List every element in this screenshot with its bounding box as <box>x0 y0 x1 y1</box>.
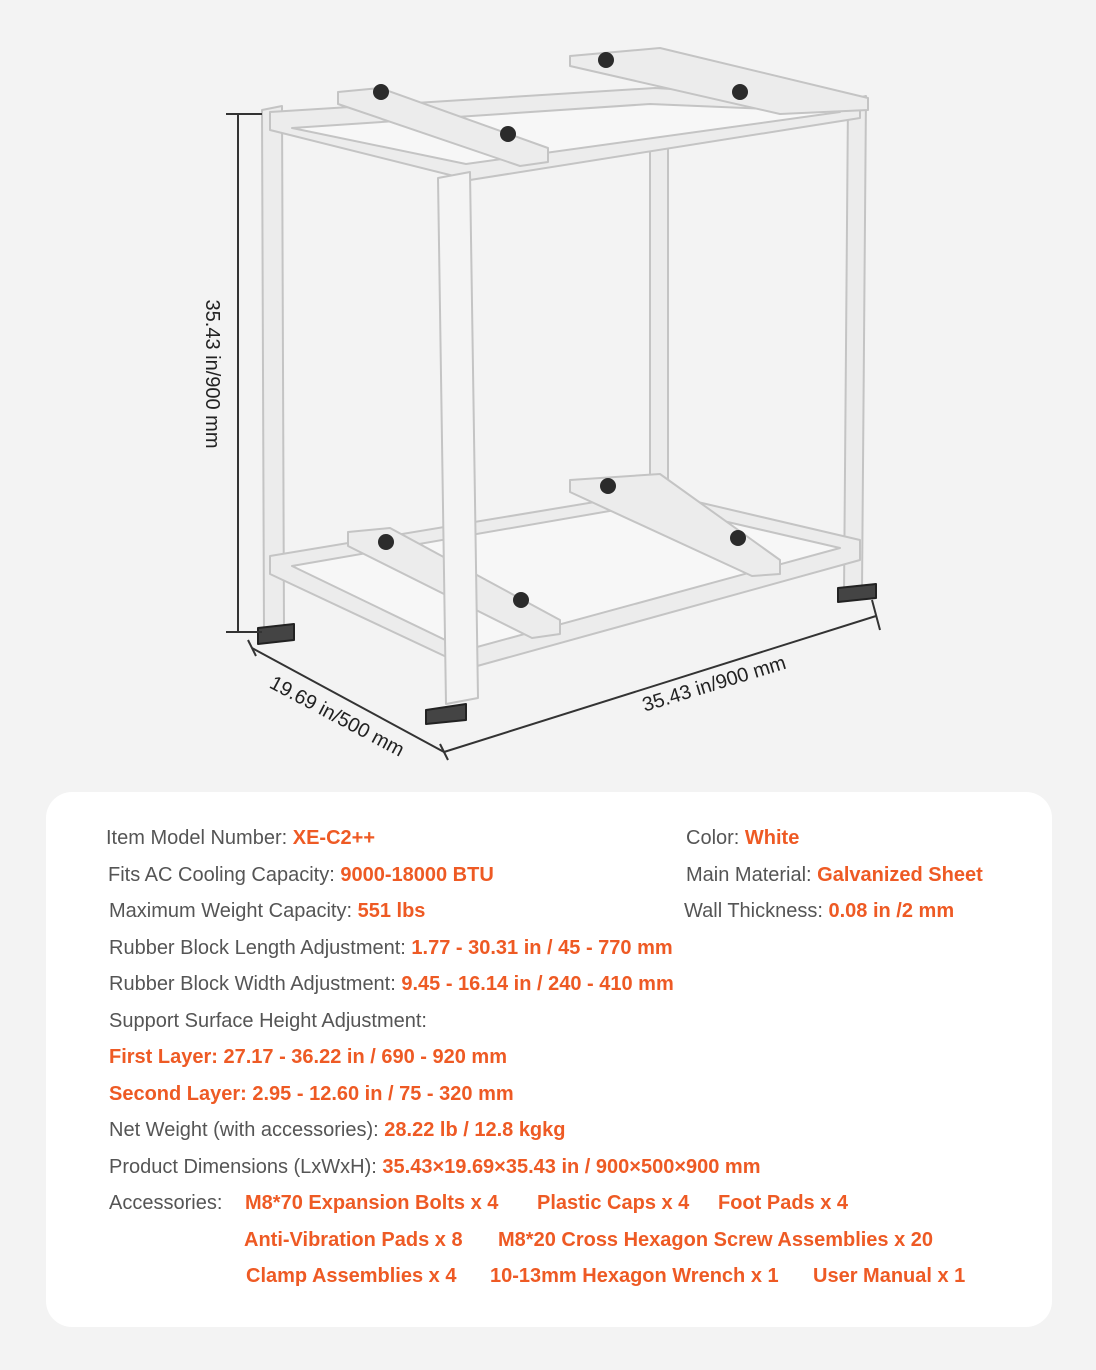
spec-accessories-label: Accessories: <box>109 1192 223 1214</box>
spec-max-weight-value: 551 lbs <box>357 900 426 922</box>
spec-first-layer: First Layer: 27.17 - 36.22 in / 690 - 920 mm <box>109 1046 507 1068</box>
spec-net-weight-label: Net Weight (with accessories): <box>109 1119 385 1141</box>
spec-wall-value: 0.08 in /2 mm <box>828 900 955 922</box>
spec-wall-label: Wall Thickness: <box>684 900 829 922</box>
spec-net-weight-value: 28.22 lb / 12.8 kgkg <box>384 1119 566 1141</box>
spec-block-length <box>109 936 673 960</box>
spec-cooling <box>108 863 494 887</box>
ac-stand-frame <box>258 48 876 724</box>
spec-max-weight-label: Maximum Weight Capacity: <box>109 900 358 922</box>
spec-surface-height-label: Support Surface Height Adjustment: <box>109 1010 427 1032</box>
spec-product-dims-value: 35.43×19.69×35.43 in / 900×500×900 mm <box>382 1156 761 1178</box>
accessory-item: 10-13mm Hexagon Wrench x 1 <box>490 1265 779 1287</box>
spec-block-length-label: Rubber Block Length Adjustment: <box>109 937 412 959</box>
spec-cooling-value: 9000-18000 BTU <box>340 864 494 886</box>
height-dimension-label: 35.43 in/900 mm <box>201 299 223 449</box>
accessory-item: Plastic Caps x 4 <box>537 1192 690 1214</box>
spec-material-label: Main Material: <box>686 864 818 886</box>
spec-product-dims <box>109 1155 761 1179</box>
spec-color-value: White <box>744 827 800 849</box>
spec-block-length-value: 1.77 - 30.31 in / 45 - 770 mm <box>411 937 673 959</box>
accessory-item: M8*70 Expansion Bolts x 4 <box>245 1192 499 1214</box>
length-dimension-label: 35.43 in/900 mm <box>639 651 789 717</box>
spec-block-width-label: Rubber Block Width Adjustment: <box>109 973 402 995</box>
spec-product-dims-label: Product Dimensions (LxWxH): <box>109 1156 383 1178</box>
accessory-item: Clamp Assemblies x 4 <box>246 1265 457 1287</box>
spec-model-label: Item Model Number: <box>106 827 293 849</box>
spec-color <box>686 826 799 850</box>
spec-model <box>106 826 375 850</box>
accessory-item: M8*20 Cross Hexagon Screw Assemblies x 20 <box>498 1229 934 1251</box>
spec-block-width <box>109 972 674 996</box>
depth-dimension-label: 19.69 in/500 mm <box>265 672 408 762</box>
spec-material-value: Galvanized Sheet <box>817 864 983 886</box>
spec-max-weight <box>109 899 425 923</box>
spec-block-width-value: 9.45 - 16.14 in / 240 - 410 mm <box>401 973 674 995</box>
spec-net-weight <box>109 1118 566 1142</box>
spec-material <box>686 863 983 887</box>
spec-wall <box>684 899 954 923</box>
accessory-item: Anti-Vibration Pads x 8 <box>244 1229 463 1251</box>
spec-cooling-label: Fits AC Cooling Capacity: <box>108 864 341 886</box>
spec-model-value: XE-C2++ <box>292 827 375 849</box>
accessory-item: Foot Pads x 4 <box>718 1192 849 1214</box>
spec-card <box>46 792 1052 1327</box>
accessory-item: User Manual x 1 <box>813 1265 966 1287</box>
spec-second-layer: Second Layer: 2.95 - 12.60 in / 75 - 320 mm <box>109 1083 514 1105</box>
spec-color-label: Color: <box>686 827 745 849</box>
spec-surface-height <box>109 1009 427 1033</box>
